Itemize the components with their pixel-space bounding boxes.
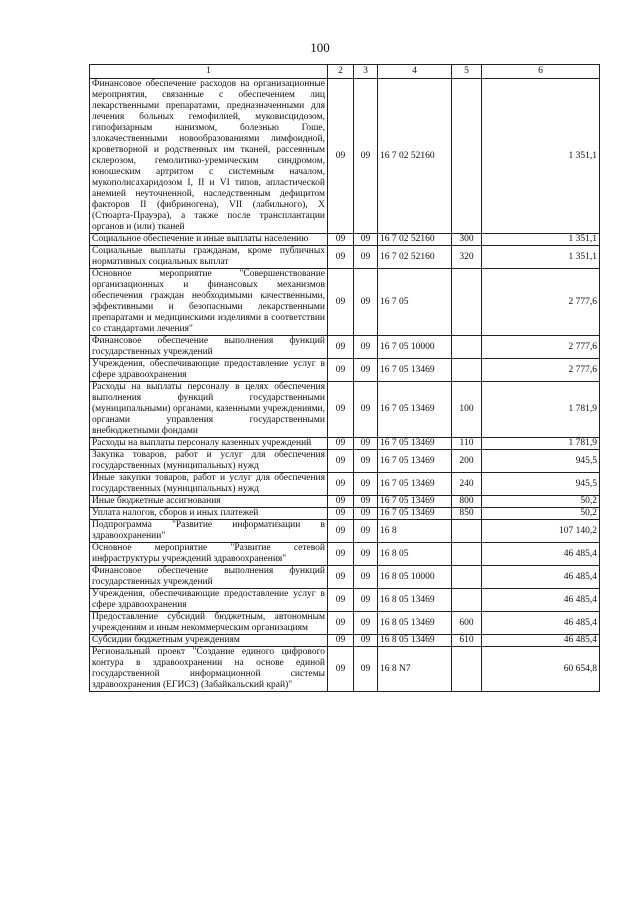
table-row xyxy=(90,647,600,692)
expense-type-code: 610 xyxy=(452,635,482,647)
line-item-name: Учреждения, обеспечивающие предоставление услуг в сфере здравоохранения xyxy=(90,359,328,382)
target-article-code: 16 8 05 xyxy=(378,543,452,566)
subsection-code: 09 xyxy=(354,269,378,336)
table-row xyxy=(90,79,600,234)
target-article-code: 16 8 05 10000 xyxy=(378,566,452,589)
subsection-code: 09 xyxy=(354,508,378,520)
section-code: 09 xyxy=(328,612,354,635)
table-row xyxy=(90,450,600,473)
subsection-code: 09 xyxy=(354,635,378,647)
table-row xyxy=(90,520,600,543)
line-item-name: Субсидии бюджетным учреждениям xyxy=(90,635,328,647)
section-code: 09 xyxy=(328,647,354,692)
line-item-name: Региональный проект "Создание единого цифрового контура в здравоохранении на основе единой государственной информационной системы здравоохранения (ЕГИСЗ) (Забайкальский край)" xyxy=(90,647,328,692)
line-item-name: Социальное обеспечение и иные выплаты населению xyxy=(90,234,328,246)
table-row xyxy=(90,566,600,589)
amount: 2 777,6 xyxy=(482,269,600,336)
target-article-code: 16 7 05 13469 xyxy=(378,382,452,438)
target-article-code: 16 7 05 13469 xyxy=(378,450,452,473)
subsection-code: 09 xyxy=(354,234,378,246)
line-item-name: Расходы на выплаты персоналу в целях обеспечения выполнения функций государственными (муниципальными) органами, казенными учреждениями, органами управления государственными внебюджетными фондами xyxy=(90,382,328,438)
expense-type-code xyxy=(452,589,482,612)
line-item-name: Расходы на выплаты персоналу казенных учреждений xyxy=(90,438,328,450)
amount: 1 781,9 xyxy=(482,438,600,450)
target-article-code: 16 8 05 13469 xyxy=(378,635,452,647)
line-item-name: Социальные выплаты гражданам, кроме публичных нормативных социальных выплат xyxy=(90,246,328,269)
expense-type-code xyxy=(452,647,482,692)
amount: 945,5 xyxy=(482,473,600,496)
target-article-code: 16 8 05 13469 xyxy=(378,612,452,635)
subsection-code: 09 xyxy=(354,543,378,566)
target-article-code: 16 8 xyxy=(378,520,452,543)
section-code: 09 xyxy=(328,79,354,234)
expense-type-code: 850 xyxy=(452,508,482,520)
table-row xyxy=(90,589,600,612)
subsection-code: 09 xyxy=(354,359,378,382)
section-code: 09 xyxy=(328,543,354,566)
subsection-code: 09 xyxy=(354,438,378,450)
subsection-code: 09 xyxy=(354,382,378,438)
amount: 2 777,6 xyxy=(482,359,600,382)
expense-type-code: 200 xyxy=(452,450,482,473)
target-article-code: 16 7 05 10000 xyxy=(378,336,452,359)
column-header: 4 xyxy=(378,65,452,79)
line-item-name: Иные бюджетные ассигнования xyxy=(90,496,328,508)
subsection-code: 09 xyxy=(354,336,378,359)
line-item-name: Уплата налогов, сборов и иных платежей xyxy=(90,508,328,520)
expense-type-code: 300 xyxy=(452,234,482,246)
column-header: 2 xyxy=(328,65,354,79)
subsection-code: 09 xyxy=(354,566,378,589)
expense-type-code: 110 xyxy=(452,438,482,450)
subsection-code: 09 xyxy=(354,496,378,508)
column-header: 1 xyxy=(90,65,328,79)
table-row xyxy=(90,359,600,382)
target-article-code: 16 8 05 13469 xyxy=(378,589,452,612)
target-article-code: 16 7 02 52160 xyxy=(378,246,452,269)
target-article-code: 16 8 N7 xyxy=(378,647,452,692)
subsection-code: 09 xyxy=(354,79,378,234)
subsection-code: 09 xyxy=(354,520,378,543)
section-code: 09 xyxy=(328,450,354,473)
expense-type-code xyxy=(452,336,482,359)
section-code: 09 xyxy=(328,589,354,612)
expense-type-code xyxy=(452,79,482,234)
line-item-name: Финансовое обеспечение расходов на организационные мероприятия, связанные с обеспечением лиц лекарственными препаратами, предназначенными для лечения больных гемофилией, муковисцидозом, гипофизарным нанизмом, болезнью Гоше, злокачественными новообразованиями лимфоидной, кроветворной и родственных им тканей, рассеянным склерозом, гемолитико-уремическим синдромом, юношеским артритом с системным началом, мукополисахаридозом I, II и VI типов, апластической анемией неуточненной, наследственным дефицитом факторов II (фибриногена), VII (лабильного), X (Стюарта-Прауэра), а также после трансплантации органов и (или) тканей xyxy=(90,79,328,234)
table-row xyxy=(90,508,600,520)
subsection-code: 09 xyxy=(354,647,378,692)
target-article-code: 16 7 05 13469 xyxy=(378,496,452,508)
amount: 1 351,1 xyxy=(482,246,600,269)
subsection-code: 09 xyxy=(354,246,378,269)
expense-type-code: 100 xyxy=(452,382,482,438)
subsection-code: 09 xyxy=(354,589,378,612)
expense-type-code xyxy=(452,520,482,543)
section-code: 09 xyxy=(328,359,354,382)
target-article-code: 16 7 05 xyxy=(378,269,452,336)
expense-type-code: 600 xyxy=(452,612,482,635)
expense-type-code: 240 xyxy=(452,473,482,496)
table-row xyxy=(90,246,600,269)
section-code: 09 xyxy=(328,382,354,438)
target-article-code: 16 7 05 13469 xyxy=(378,438,452,450)
line-item-name: Закупка товаров, работ и услуг для обеспечения государственных (муниципальных) нужд xyxy=(90,450,328,473)
header-row xyxy=(90,65,600,79)
section-code: 09 xyxy=(328,246,354,269)
amount: 46 485,4 xyxy=(482,589,600,612)
amount: 1 351,1 xyxy=(482,234,600,246)
expense-type-code xyxy=(452,269,482,336)
amount: 46 485,4 xyxy=(482,543,600,566)
amount: 1 351,1 xyxy=(482,79,600,234)
expense-type-code: 800 xyxy=(452,496,482,508)
line-item-name: Учреждения, обеспечивающие предоставление услуг в сфере здравоохранения xyxy=(90,589,328,612)
target-article-code: 16 7 05 13469 xyxy=(378,508,452,520)
expense-type-code xyxy=(452,359,482,382)
amount: 60 654,8 xyxy=(482,647,600,692)
section-code: 09 xyxy=(328,438,354,450)
amount: 50,2 xyxy=(482,508,600,520)
section-code: 09 xyxy=(328,496,354,508)
table-row xyxy=(90,543,600,566)
line-item-name: Подпрограмма "Развитие информатизации в здравоохранении" xyxy=(90,520,328,543)
table-row xyxy=(90,438,600,450)
table-row xyxy=(90,496,600,508)
expense-type-code: 320 xyxy=(452,246,482,269)
column-header: 5 xyxy=(452,65,482,79)
section-code: 09 xyxy=(328,635,354,647)
table-row xyxy=(90,269,600,336)
table-row xyxy=(90,612,600,635)
subsection-code: 09 xyxy=(354,450,378,473)
section-code: 09 xyxy=(328,234,354,246)
amount: 46 485,4 xyxy=(482,566,600,589)
line-item-name: Иные закупки товаров, работ и услуг для обеспечения государственных (муниципальных) нужд xyxy=(90,473,328,496)
amount: 46 485,4 xyxy=(482,635,600,647)
table-row xyxy=(90,234,600,246)
line-item-name: Основное мероприятие "Совершенствование организационных и финансовых механизмов обеспечения граждан необходимыми качественными, эффективными и безопасными лекарственными препаратами и медицинскими изделиями в соответствии со стандартами лечения" xyxy=(90,269,328,336)
target-article-code: 16 7 05 13469 xyxy=(378,359,452,382)
amount: 945,5 xyxy=(482,450,600,473)
expense-type-code xyxy=(452,543,482,566)
subsection-code: 09 xyxy=(354,473,378,496)
section-code: 09 xyxy=(328,473,354,496)
table-row xyxy=(90,473,600,496)
target-article-code: 16 7 02 52160 xyxy=(378,79,452,234)
budget-table xyxy=(89,64,600,692)
line-item-name: Финансовое обеспечение выполнения функций государственных учреждений xyxy=(90,336,328,359)
table-body xyxy=(90,79,600,692)
section-code: 09 xyxy=(328,508,354,520)
section-code: 09 xyxy=(328,336,354,359)
amount: 2 777,6 xyxy=(482,336,600,359)
amount: 46 485,4 xyxy=(482,612,600,635)
amount: 1 781,9 xyxy=(482,382,600,438)
line-item-name: Финансовое обеспечение выполнения функций государственных учреждений xyxy=(90,566,328,589)
table-row xyxy=(90,382,600,438)
target-article-code: 16 7 05 13469 xyxy=(378,473,452,496)
line-item-name: Основное мероприятие "Развитие сетевой инфраструктуры учреждений здравоохранения" xyxy=(90,543,328,566)
line-item-name: Предоставление субсидий бюджетным, автономным учреждениям и иным некоммерческим организациям xyxy=(90,612,328,635)
expense-type-code xyxy=(452,566,482,589)
amount: 107 140,2 xyxy=(482,520,600,543)
section-code: 09 xyxy=(328,269,354,336)
amount: 50,2 xyxy=(482,496,600,508)
table-row xyxy=(90,336,600,359)
column-header: 6 xyxy=(482,65,600,79)
section-code: 09 xyxy=(328,520,354,543)
page-number: 100 xyxy=(310,40,330,55)
table-row xyxy=(90,635,600,647)
target-article-code: 16 7 02 52160 xyxy=(378,234,452,246)
subsection-code: 09 xyxy=(354,612,378,635)
column-header: 3 xyxy=(354,65,378,79)
section-code: 09 xyxy=(328,566,354,589)
